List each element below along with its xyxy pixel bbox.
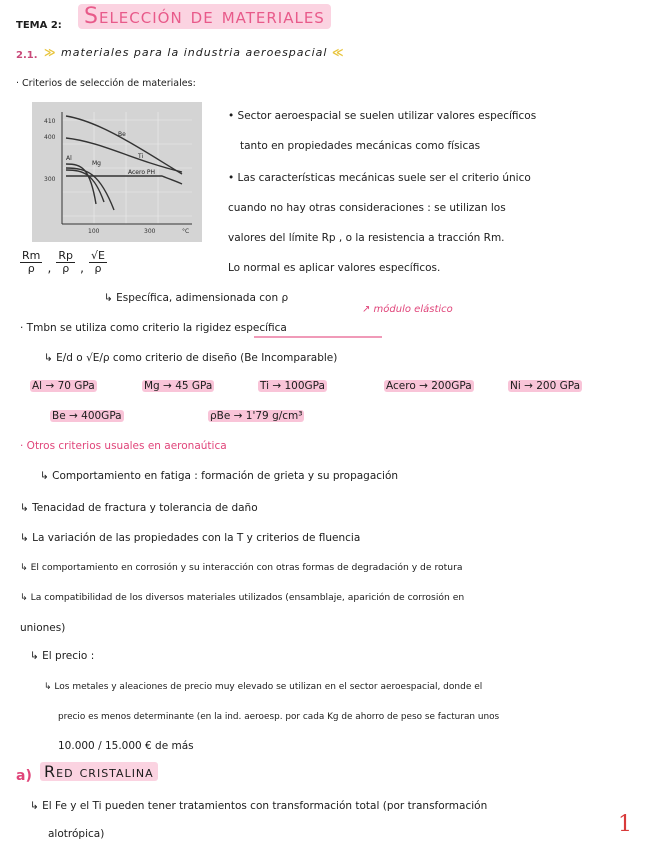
section-number: 2.1. <box>16 50 38 61</box>
modulus-be: Be → 400GPa <box>52 410 122 422</box>
x-tick-1: 100 <box>88 228 100 235</box>
otros-item-precio: ↳ El precio : <box>30 650 95 662</box>
otros-item-1: ↳ Comportamiento en fatiga : formación de grieta y su propagación <box>40 470 399 482</box>
modulus-acero: Acero → 200GPa <box>386 380 472 392</box>
legend-al: Al <box>66 155 72 162</box>
otros-item-3: ↳ La variación de las propiedades con la T y criterios de fluencia <box>20 532 361 544</box>
otros-item-2: ↳ Tenacidad de fractura y tolerancia de daño <box>20 502 258 514</box>
legend-acero: Acero PH <box>128 169 156 176</box>
bullet-1: • Sector aeroespacial se suelen utilizar valores específicos <box>228 110 537 122</box>
y-tick-2: 400 <box>44 134 56 141</box>
modulus-ti: Ti → 100GPa <box>260 380 325 392</box>
fraction-rp: $\frac{Rp}{\rho}$ <box>58 249 74 275</box>
modulus-ni: Ni → 200 GPa <box>510 380 581 392</box>
rigidez-underline <box>254 336 382 338</box>
legend-be: Be <box>118 131 126 138</box>
modulus-al: Al → 70 GPa <box>32 380 95 392</box>
x-tick-3: °C <box>182 228 190 235</box>
page-title: Selección de materiales <box>78 4 331 29</box>
otros-item-5: ↳ La compatibilidad de los diversos materiales utilizados (ensamblaje, aparición de corrosión en <box>20 592 465 603</box>
tema-label: TEMA 2: <box>16 20 62 31</box>
bullet-2-cont1: cuando no hay otras consideraciones : se utilizan los <box>228 202 506 214</box>
y-tick-1: 410 <box>44 118 56 125</box>
otros-heading: · Otros criterios usuales en aeronaútica <box>20 440 227 452</box>
criterios-heading: · Criterios de selección de materiales: <box>16 78 196 89</box>
precio-line-2: precio es menos determinante (en la ind. aeroesp. por cada Kg de ahorro de peso se facturan unos <box>58 712 500 722</box>
precio-line-1: ↳ Los metales y aleaciones de precio muy elevado se utilizan en el sector aeroespacial, donde el <box>44 682 483 692</box>
section-a-line-1: ↳ El Fe y el Ti pueden tener tratamientos con transformación total (por transformación <box>30 800 488 812</box>
fractions: $\frac{Rm}{\rho}$ , $\frac{Rp}{\rho}$ , $\frac{√E}{\rho}$ <box>22 249 105 275</box>
fraction-sqrt-e: $\frac{√E}{\rho}$ <box>91 249 105 275</box>
otros-item-5-cont: uniones) <box>20 622 66 634</box>
otros-item-4: ↳ El comportamiento en corrosión y su interacción con otras formas de degradación y de rotura <box>20 562 463 573</box>
fraction-rm: $\frac{Rm}{\rho}$ <box>22 249 41 275</box>
section-a-line-2: alotrópica) <box>48 828 105 840</box>
precio-line-3: 10.000 / 15.000 € de más <box>58 740 194 752</box>
chart-figure <box>32 102 202 242</box>
y-tick-3: 300 <box>44 176 56 183</box>
ratio-line: ↳ E/d o √E/ρ como criterio de diseño (Be Incomparable) <box>44 352 338 364</box>
especifica-note: ↳ Específica, adimensionada con ρ <box>104 292 289 304</box>
bullet-2-cont3: Lo normal es aplicar valores específicos. <box>228 262 441 274</box>
section-a-label: a) <box>16 768 32 784</box>
modulus-mg: Mg → 45 GPa <box>144 380 213 392</box>
bullet-2: • Las características mecánicas suele ser el criterio único <box>228 172 531 184</box>
bullet-1-cont: tanto en propiedades mecánicas como físicas <box>240 140 481 152</box>
rigidez-line: · Tmbn se utiliza como criterio la rigidez específica <box>20 322 287 334</box>
section-title: ≫ materiales para la industria aeroespacial ≪ <box>44 46 345 59</box>
bullet-2-cont2: valores del límite Rp , o la resistencia a tracción Rm. <box>228 232 505 244</box>
x-tick-2: 300 <box>144 228 156 235</box>
legend-ti: Ti <box>138 153 144 160</box>
legend-mg: Mg <box>92 160 101 167</box>
density-be: ρBe → 1'79 g/cm³ <box>210 410 303 422</box>
modulo-note: ↗ módulo elástico <box>362 304 453 315</box>
section-a-title: Red cristalina <box>40 762 158 781</box>
page-number: 1 <box>618 812 632 837</box>
chart-svg <box>32 102 202 242</box>
